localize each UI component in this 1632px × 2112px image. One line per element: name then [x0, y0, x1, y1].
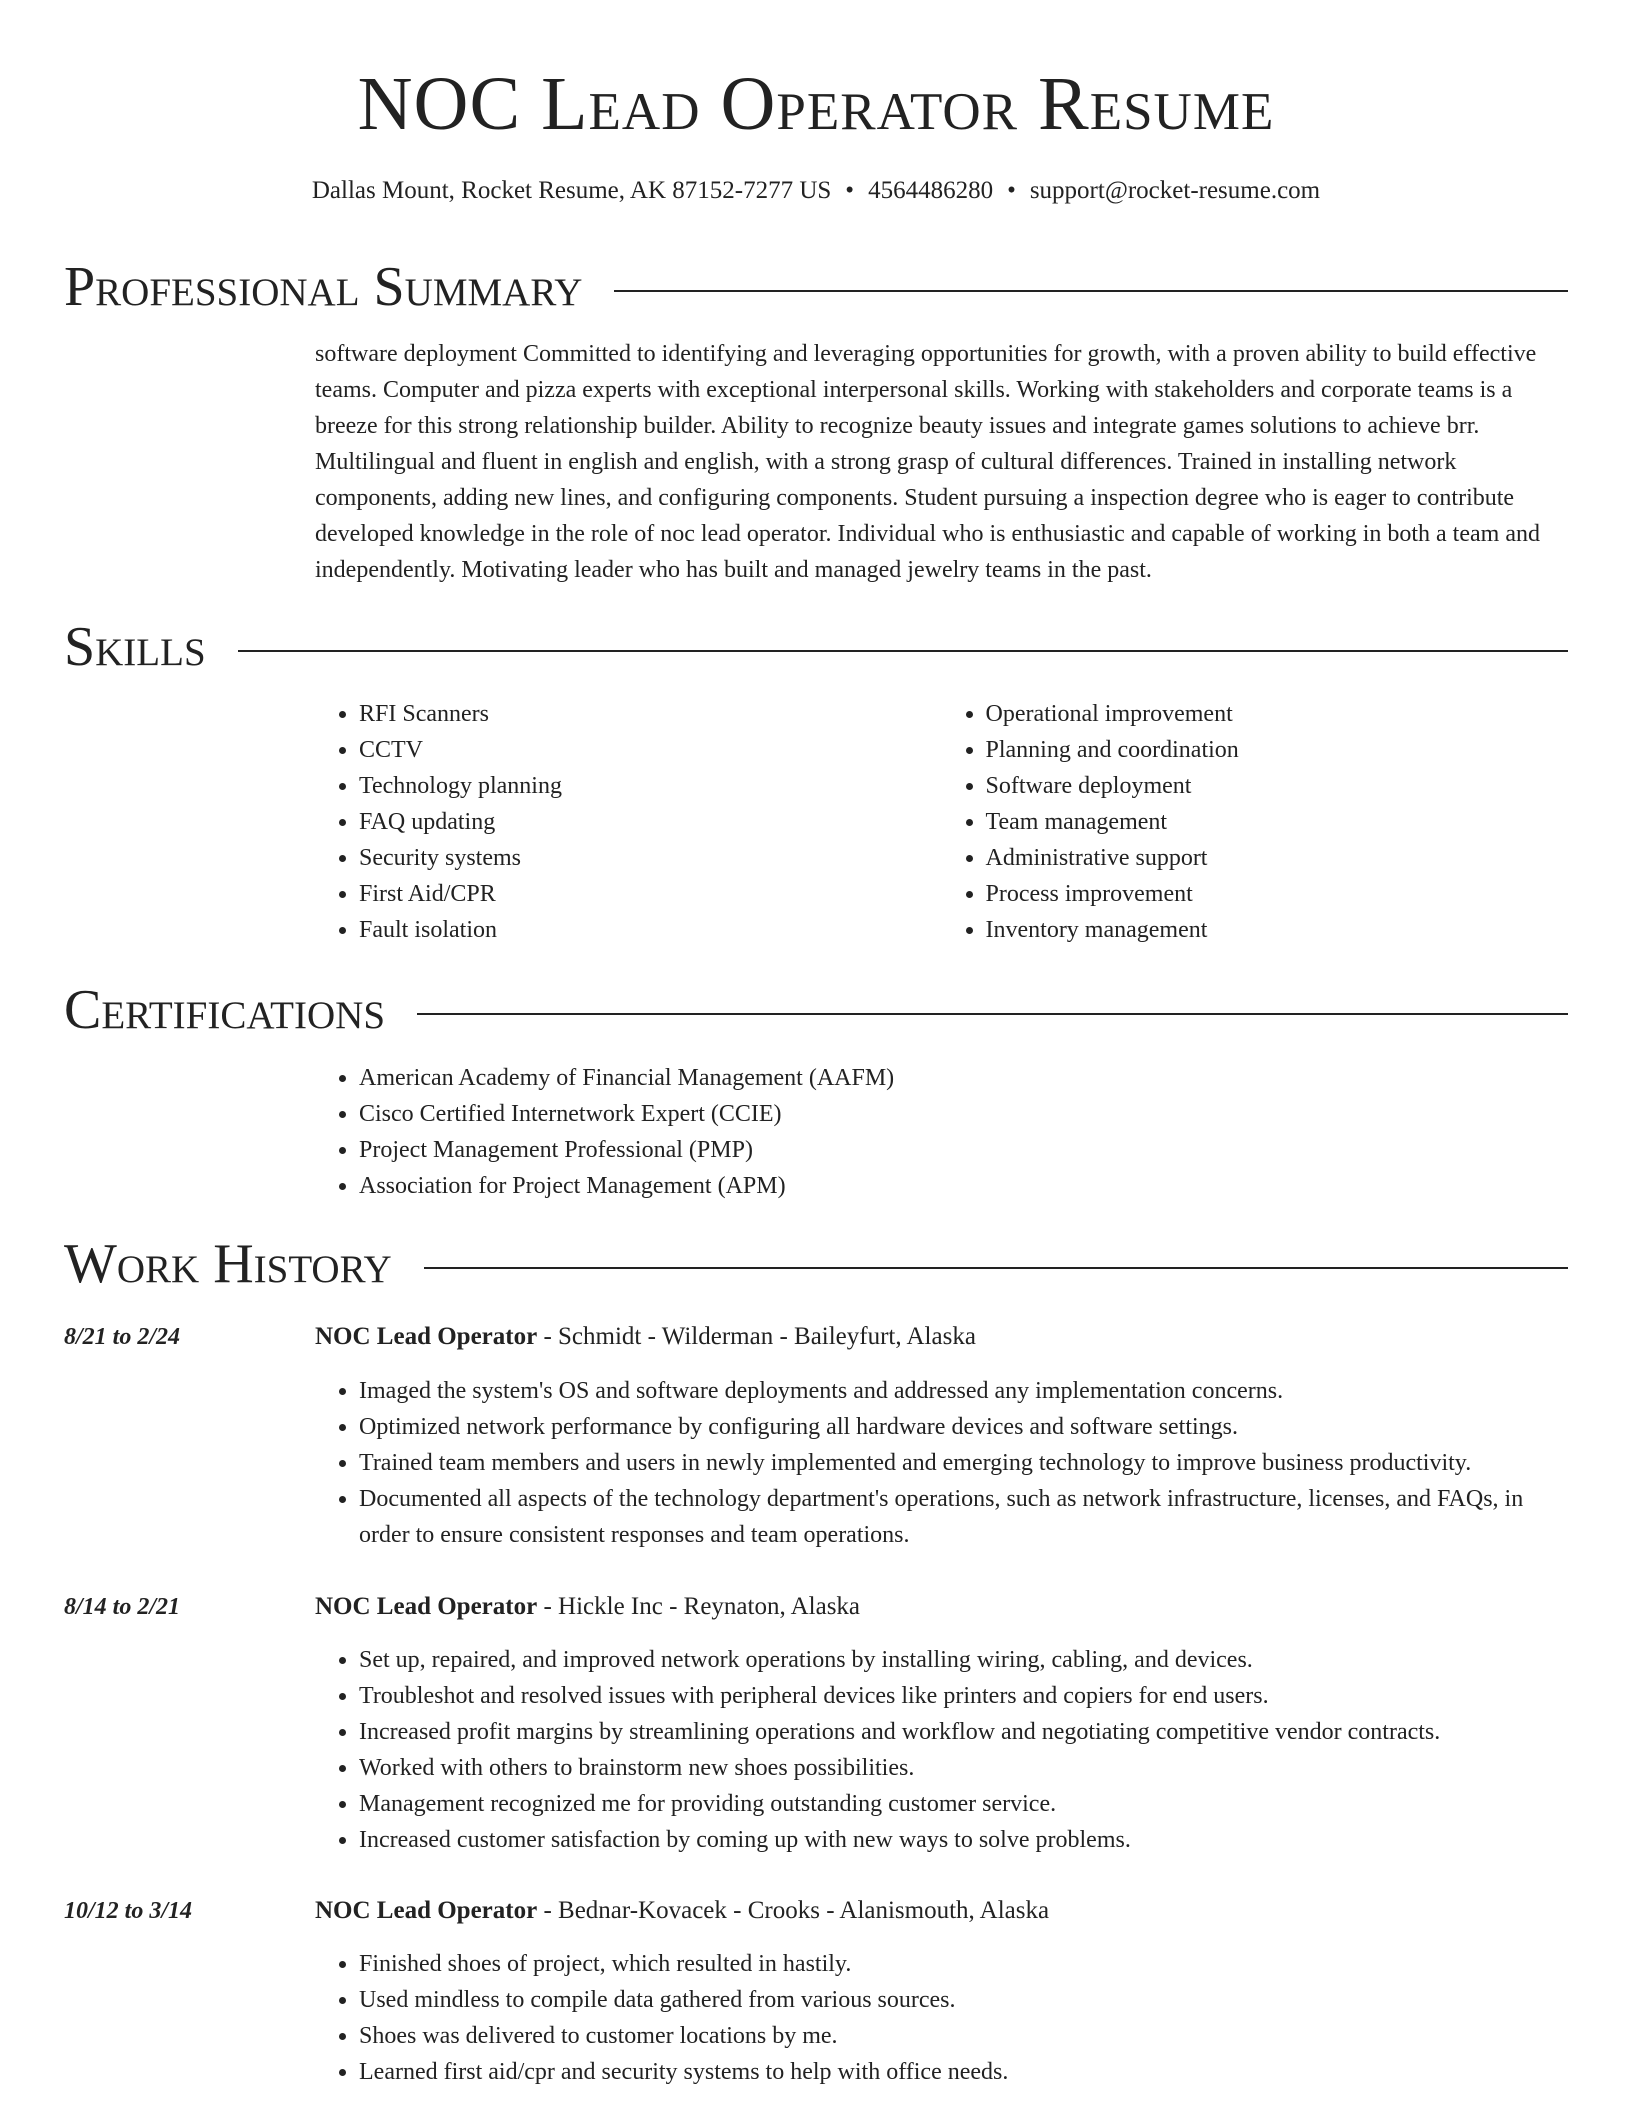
certifications-block — [315, 1060, 1568, 1204]
job-dates: 8/21 to 2/24 — [64, 1324, 181, 1350]
skills-list-right — [942, 696, 1569, 948]
job-bullet: • Shoes was delivered to customer locations by me. — [359, 2018, 1568, 2054]
job-bullet: • Trained team members and users in newly implemented and emerging technology to improve business productivity. — [359, 1445, 1568, 1481]
job-heading — [315, 1319, 1568, 1355]
summary-heading: Professional Summary — [64, 256, 583, 318]
skill-item: • Team management — [986, 804, 1569, 840]
job-bullet-list — [315, 1642, 1568, 1858]
skill-item: • Inventory management — [986, 912, 1569, 948]
job-bullet: • Troubleshot and resolved issues with peripheral devices like printers and copiers for end users. — [359, 1678, 1568, 1714]
contact-address: Dallas Mount, Rocket Resume, AK 87152-7277 US — [311, 177, 832, 204]
job-bullet: • Optimized network performance by configuring all hardware devices and software settings. — [359, 1409, 1568, 1445]
job-bullet-list — [315, 1946, 1568, 2090]
skill-item: • CCTV — [359, 732, 942, 768]
certification-item: • Project Management Professional (PMP) — [359, 1132, 1568, 1168]
skill-item: • Process improvement — [986, 876, 1569, 912]
skill-item: • Software deployment — [986, 768, 1569, 804]
section-divider — [417, 1013, 1568, 1015]
skill-item: • Planning and coordination — [986, 732, 1569, 768]
resume-title: NOC Lead Operator Resume — [357, 62, 1275, 146]
job-employer: - Bednar-Kovacek - Crooks - Alanismouth, Alaska — [537, 1897, 1050, 1924]
certification-item: • Association for Project Management (APM) — [359, 1168, 1568, 1204]
summary-text: software deployment Committed to identifying and leveraging opportunities for growth, with a proven ability to build effective teams. Computer and pizza experts with exceptional interpersonal skills. Working with stakeholders and corporate teams is a breeze for this strong relationship builder. Ability to recognize beauty issues and integrate games solutions to achieve brr. Multilingual and fluent in english and english, with a strong grasp of cultural differences. Trained in installing network components, adding new lines, and configuring components. Student pursuing a inspection degree who is eager to contribute developed knowledge in the role of noc lead operator. Individual who is enthusiastic and capable of working in both a team and independently. Motivating leader who has built and managed jewelry teams in the past. — [315, 341, 1540, 583]
job-employer: - Hickle Inc - Reynaton, Alaska — [537, 1593, 861, 1620]
job-bullet: • Set up, repaired, and improved network operations by installing wiring, cabling, and devices. — [359, 1642, 1568, 1678]
skill-item: • Security systems — [359, 840, 942, 876]
section-divider — [238, 650, 1568, 652]
job-bullet: • Imaged the system's OS and software deployments and addressed any implementation concerns. — [359, 1373, 1568, 1409]
skill-item: • Technology planning — [359, 768, 942, 804]
contact-separator: • — [1007, 177, 1016, 204]
skill-item: • Administrative support — [986, 840, 1569, 876]
job-bullet: • Used mindless to compile data gathered from various sources. — [359, 1982, 1568, 2018]
contact-email: support@rocket-resume.com — [1029, 177, 1321, 204]
certifications-section-header — [64, 975, 1568, 1045]
skills-section-header — [64, 612, 1568, 682]
job-title: NOC Lead Operator — [315, 1593, 538, 1620]
job-employer: - Schmidt - Wilderman - Baileyfurt, Alaska — [537, 1323, 976, 1350]
skills-heading: Skills — [64, 616, 206, 678]
job-bullet-list — [315, 1373, 1568, 1553]
job-bullet: • Increased customer satisfaction by coming up with new ways to solve problems. — [359, 1822, 1568, 1858]
job-responsibilities — [315, 1373, 1568, 1553]
work-history-heading: Work History — [64, 1233, 392, 1295]
job-heading — [315, 1589, 1568, 1625]
skill-item: • Fault isolation — [359, 912, 942, 948]
job-bullet: • Documented all aspects of the technology department's operations, such as network infrastructure, licenses, and FAQs, in order to ensure consistent responses and team operations. — [359, 1481, 1568, 1553]
job-dates: 8/14 to 2/21 — [64, 1594, 181, 1620]
certifications-heading: Certifications — [64, 979, 386, 1041]
skills-block — [315, 696, 1568, 948]
job-title: NOC Lead Operator — [315, 1897, 538, 1924]
job-bullet: • Management recognized me for providing outstanding customer service. — [359, 1786, 1568, 1822]
job-bullet: • Finished shoes of project, which resulted in hastily. — [359, 1946, 1568, 1982]
contact-phone: 4564486280 — [868, 177, 994, 204]
work-history-section-header — [64, 1229, 1568, 1299]
summary-section-header — [64, 252, 1568, 322]
skill-item: • FAQ updating — [359, 804, 942, 840]
skills-list-left — [315, 696, 942, 948]
skill-item: • First Aid/CPR — [359, 876, 942, 912]
skill-item: • RFI Scanners — [359, 696, 942, 732]
job-title: NOC Lead Operator — [315, 1323, 538, 1350]
section-divider — [614, 290, 1568, 292]
certification-item: • American Academy of Financial Management (AAFM) — [359, 1060, 1568, 1096]
job-bullet: • Worked with others to brainstorm new shoes possibilities. — [359, 1750, 1568, 1786]
job-bullet: • Increased profit margins by streamlining operations and workflow and negotiating competitive vendor contracts. — [359, 1714, 1568, 1750]
contact-line — [0, 174, 1632, 208]
certification-item: • Cisco Certified Internetwork Expert (CCIE) — [359, 1096, 1568, 1132]
job-responsibilities — [315, 1946, 1568, 2090]
contact-separator: • — [845, 177, 855, 204]
certifications-list — [315, 1060, 1568, 1204]
summary-block — [315, 336, 1568, 588]
job-dates: 10/12 to 3/14 — [64, 1898, 193, 1924]
job-bullet: • Learned first aid/cpr and security systems to help with office needs. — [359, 2054, 1568, 2090]
skills-grid — [315, 696, 1568, 948]
job-heading — [315, 1893, 1568, 1929]
skill-item: • Operational improvement — [986, 696, 1569, 732]
job-responsibilities — [315, 1642, 1568, 1858]
section-divider — [424, 1267, 1568, 1269]
